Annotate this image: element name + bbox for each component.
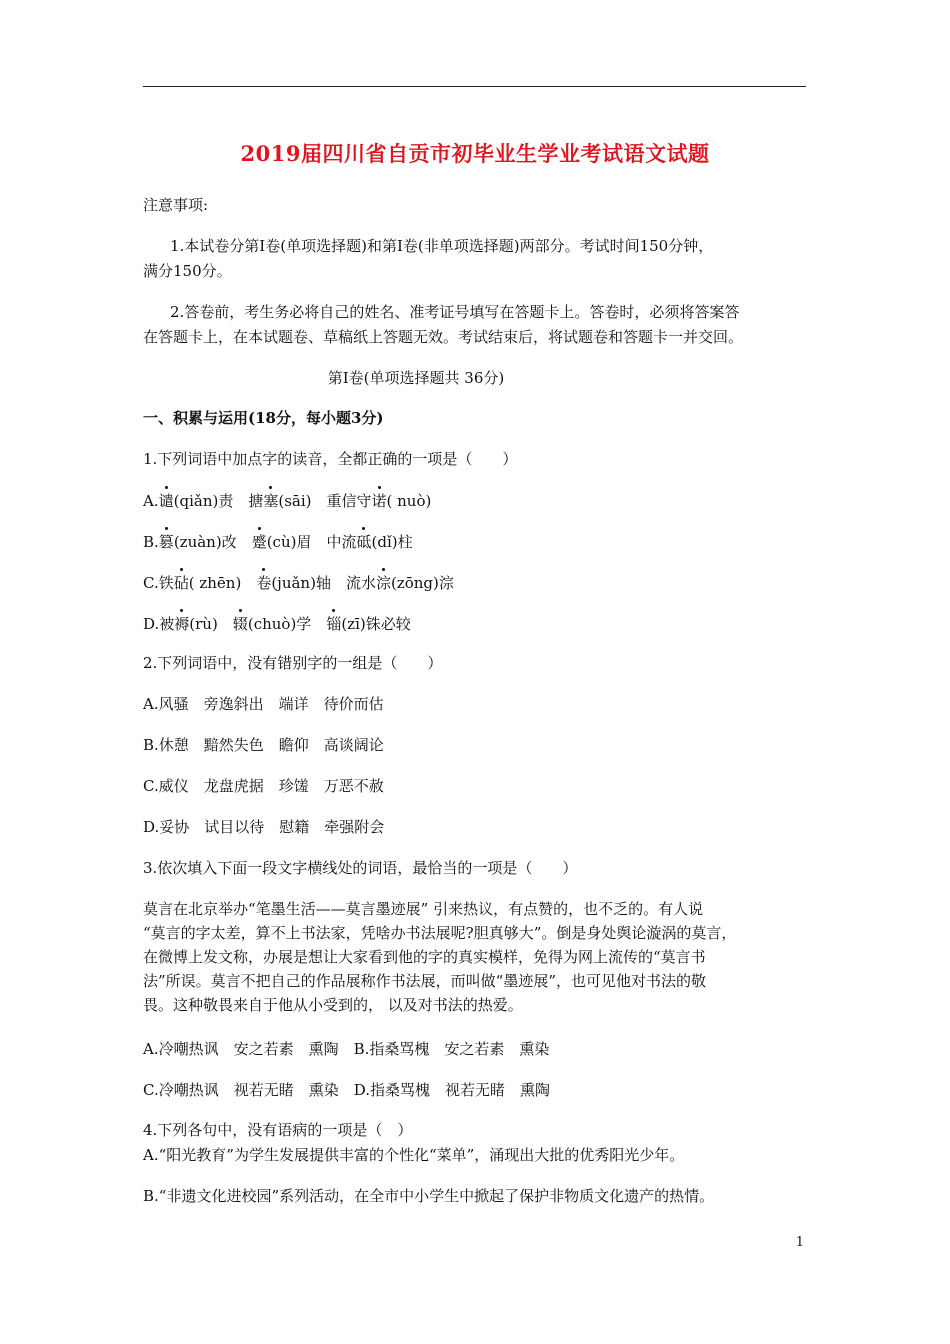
q3-passage-line: 法”所误。莫言不把自己的作品展称作书法展，而叫做“墨迹展”，也可见他对书法的敬 (143, 972, 707, 990)
notice-item-2-cont: 在答题卡上，在本试题卷、草稿纸上答题无效。考试结束后，将试题卷和答题卡一并交回。 (143, 328, 744, 346)
q2-option-b: B.休憩 黯然失色 瞻仰 高谈阔论 (143, 736, 384, 754)
notice-item-1-cont: 满分150分。 (143, 262, 232, 280)
notice-item-1: 1.本试卷分第Ⅰ卷(单项选择题)和第Ⅰ卷(非单项选择题)两部分。考试时间150分钟， (170, 237, 714, 255)
q2-option-d: D.妥协 试目以待 慰籍 牵强附会 (143, 818, 385, 836)
q4-option-b: B.“非遗文化进校园”系列活动，在全市中小学生中掀起了保护非物质文化遗产的热情。 (143, 1187, 715, 1205)
q1-option-c: C.铁砧( zhēn) 卷(juǎn)轴 流水淙(zōng)淙 (143, 574, 454, 592)
q3-passage-line: 莫言在北京举办“笔墨生活——莫言墨迹展” 引来热议，有点赞的，也不乏的。有人说 (143, 900, 704, 918)
q2-option-c: C.威仪 龙盘虎据 珍馐 万恶不赦 (143, 777, 384, 795)
q3-passage-line: 在微博上发文称，办展是想让大家看到他的字的真实模样，免得为网上流传的“莫言书 (143, 948, 706, 966)
header-rule (143, 86, 806, 87)
q1-option-b: B.篡(zuàn)改 蹙(cù)眉 中流砥(dǐ)柱 (143, 533, 413, 551)
q1-stem: 1.下列词语中加点字的读音，全都正确的一项是（ ） (143, 450, 518, 468)
section1-header: 一、积累与运用(18分，每小题3分) (143, 409, 384, 427)
q3-options-cd: C.冷嘲热讽 视若无睹 熏染 D.指桑骂槐 视若无睹 熏陶 (143, 1081, 550, 1099)
q4-stem: 4.下列各句中，没有语病的一项是（ ） (143, 1121, 413, 1139)
q3-passage-line: 畏。这种敬畏来自于他从小受到的， 以及对书法的热爱。 (143, 996, 523, 1014)
q2-stem: 2.下列词语中，没有错别字的一组是（ ） (143, 654, 443, 672)
page-number: 1 (795, 1235, 804, 1250)
notice-heading: 注意事项: (143, 196, 209, 214)
q1-option-a: A.谴(qiǎn)责 搪塞(sāi) 重信守诺( nuò) (143, 492, 432, 510)
document-title: 2019届四川省自贡市初毕业生学业考试语文试题 (240, 141, 710, 166)
q3-passage-line: “莫言的字太差，算不上书法家，凭啥办书法展呢?胆真够大”。倒是身处舆论漩涡的莫言， (143, 924, 737, 942)
q4-option-a: A.“阳光教育”为学生发展提供丰富的个性化“菜单”，涌现出大批的优秀阳光少年。 (143, 1146, 685, 1164)
volume1-header: 第Ⅰ卷(单项选择题共 36分) (327, 369, 505, 387)
q3-options-ab: A.冷嘲热讽 安之若素 熏陶 B.指桑骂槐 安之若素 熏染 (143, 1040, 550, 1058)
q3-stem: 3.依次填入下面一段文字横线处的词语，最恰当的一项是（ ） (143, 859, 578, 877)
notice-item-2: 2.答卷前，考生务必将自己的姓名、准考证号填写在答题卡上。答卷时，必须将答案答 (170, 303, 740, 321)
q2-option-a: A.风骚 旁逸斜出 端详 待价而估 (143, 695, 384, 713)
q1-option-d: D.被褥(rù) 辍(chuò)学 锱(zī)铢必较 (143, 615, 411, 633)
